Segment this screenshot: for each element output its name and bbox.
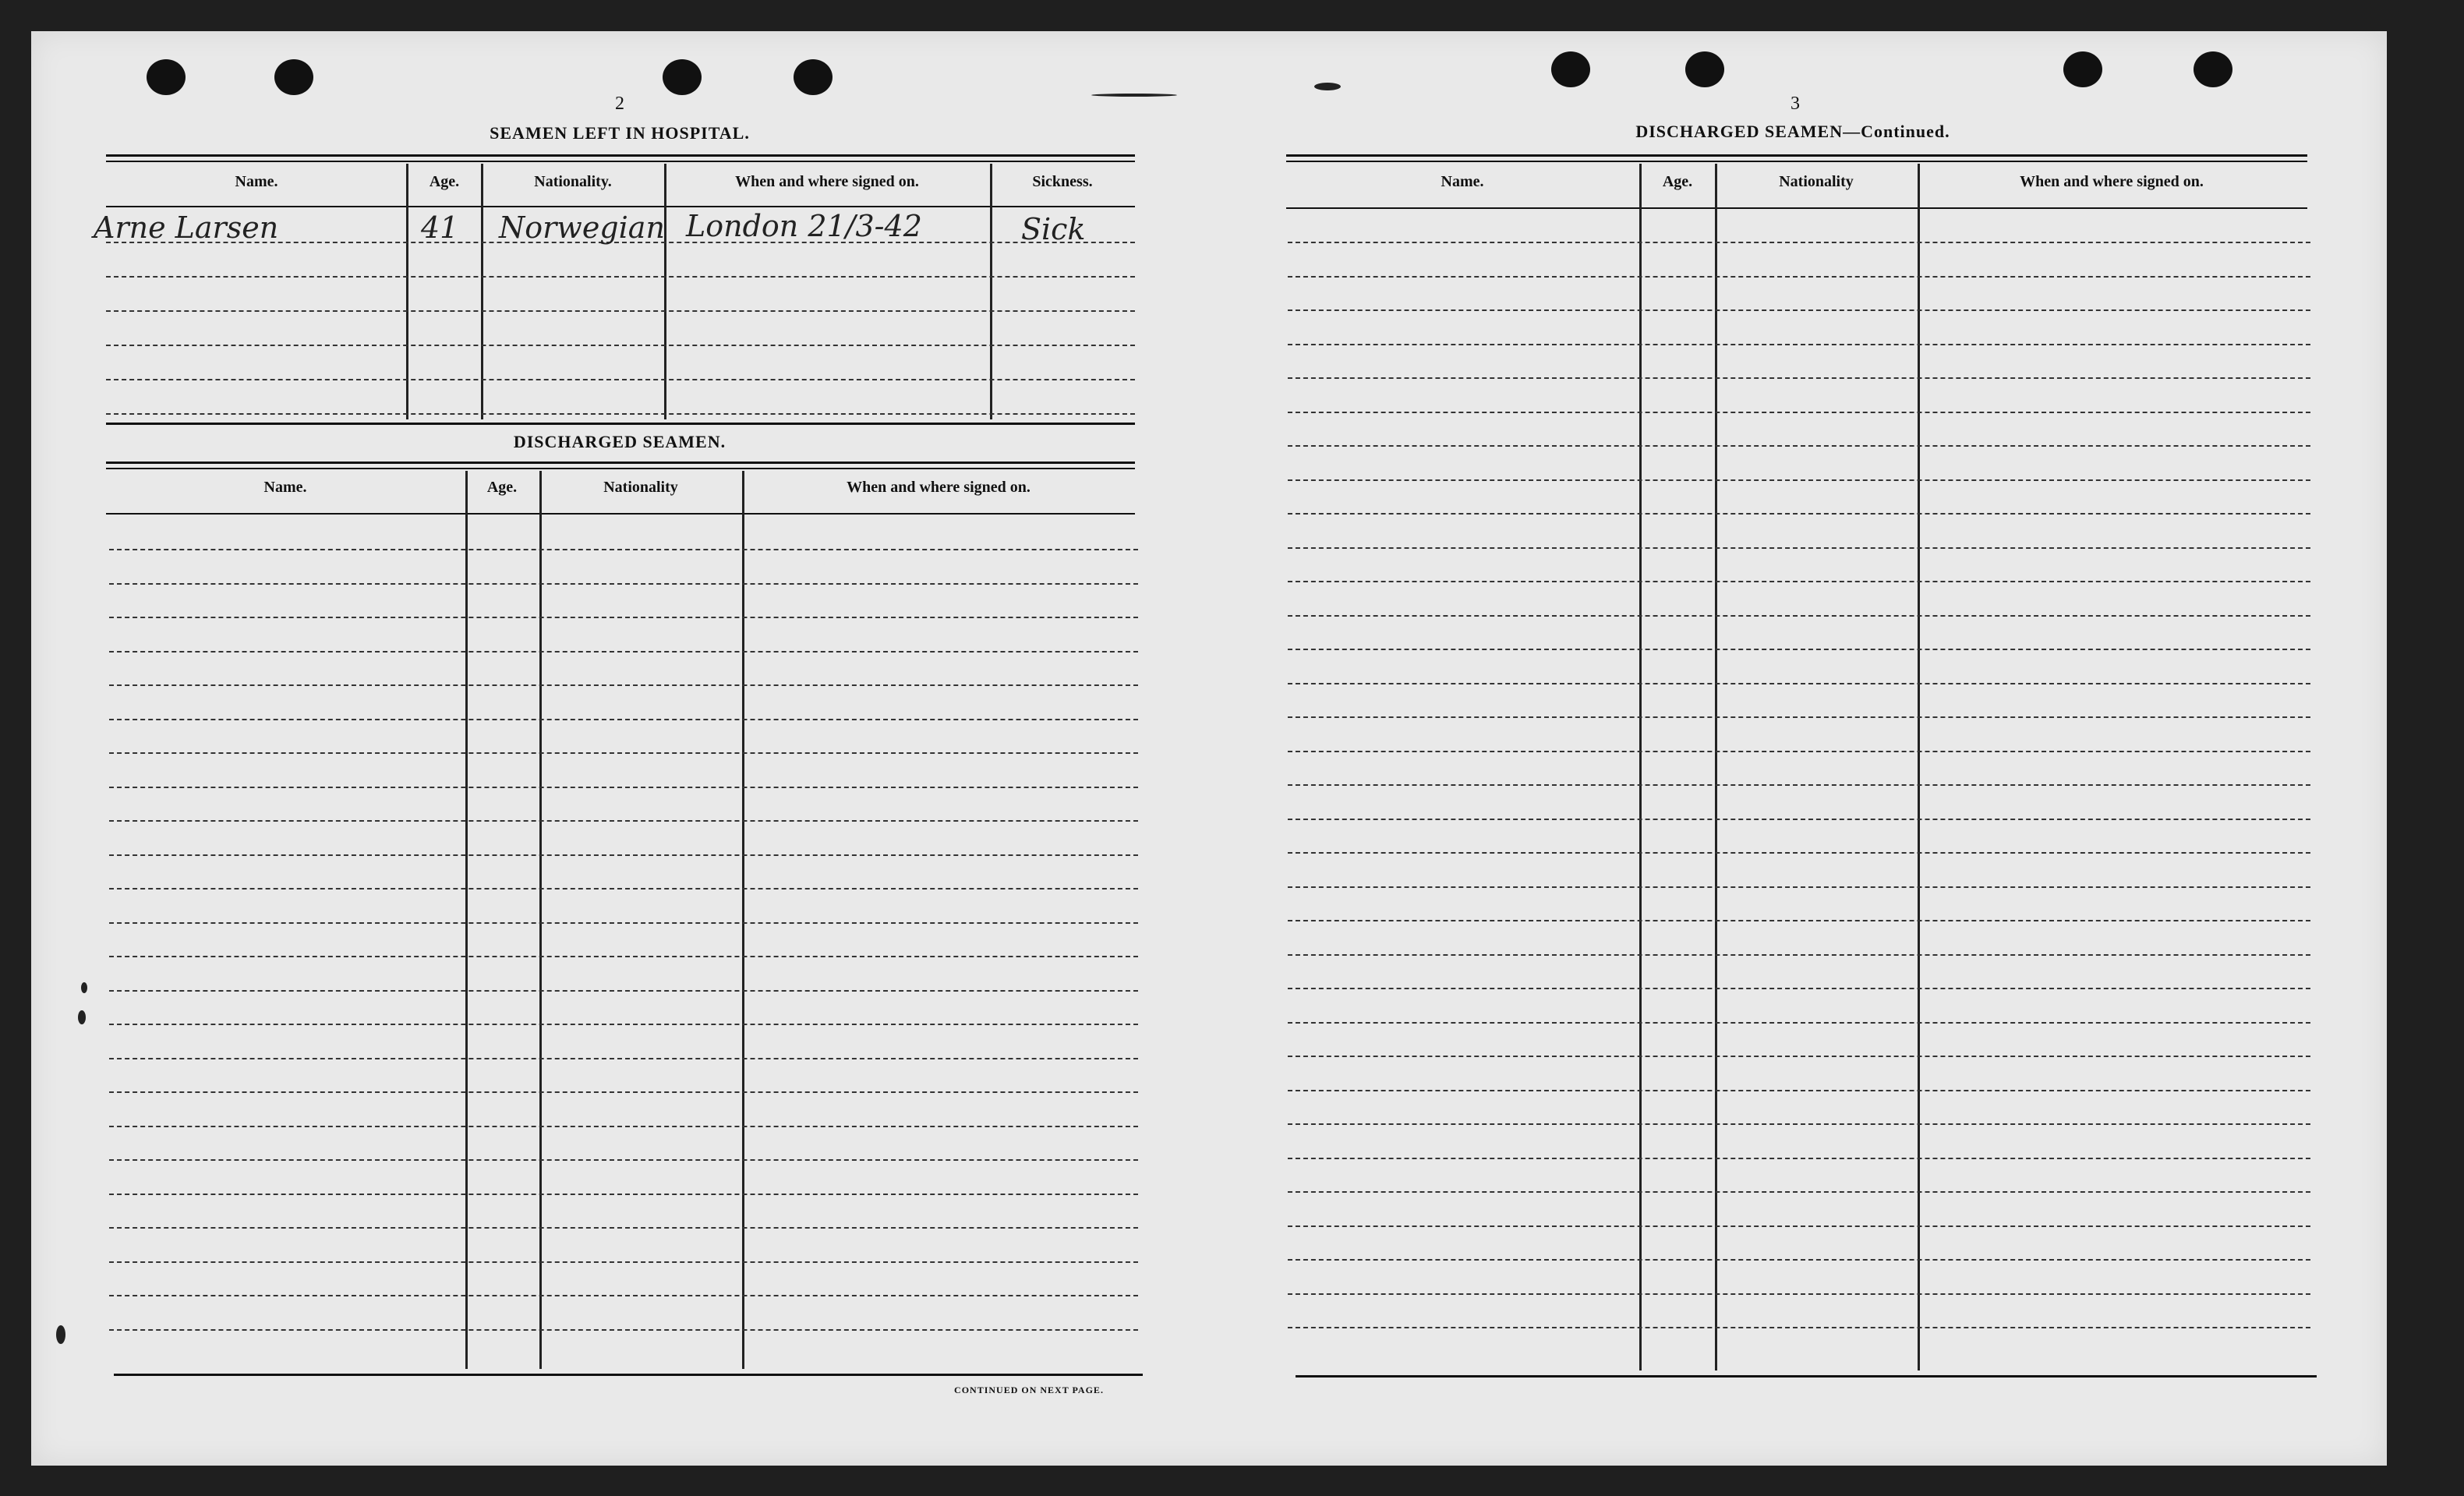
header-rule bbox=[1286, 207, 2307, 209]
entry-sickness: Sick bbox=[1021, 212, 1086, 246]
ruled-line bbox=[109, 787, 1138, 788]
ruled-line bbox=[1288, 445, 2310, 447]
col-signed-on: When and where signed on. bbox=[735, 173, 919, 190]
ink-speck bbox=[1314, 83, 1341, 90]
ruled-line bbox=[106, 276, 1135, 278]
ruled-line bbox=[1288, 412, 2310, 413]
ruled-line bbox=[109, 1329, 1138, 1331]
ruled-line bbox=[1288, 377, 2310, 379]
bottom-rule bbox=[1296, 1375, 2317, 1378]
col-age: Age. bbox=[429, 173, 460, 190]
column-divider bbox=[406, 164, 408, 419]
col-signed-on: When and where signed on. bbox=[2020, 173, 2204, 190]
header-rule bbox=[106, 206, 1135, 207]
col-age: Age. bbox=[486, 479, 518, 496]
col-signed-on: When and where signed on. bbox=[847, 479, 1030, 496]
punch-hole bbox=[147, 59, 186, 95]
ruled-line bbox=[1288, 920, 2310, 921]
header-rule bbox=[106, 513, 1135, 515]
ruled-line bbox=[109, 956, 1138, 957]
entry-signed-on: London 21/3-42 bbox=[686, 209, 922, 243]
ruled-line bbox=[109, 888, 1138, 889]
form-sheet bbox=[31, 31, 2387, 1466]
ruled-line bbox=[1288, 1191, 2310, 1193]
punch-hole bbox=[2194, 51, 2232, 87]
page-number: 2 bbox=[615, 94, 624, 114]
entry-age: 41 bbox=[421, 210, 459, 245]
column-divider bbox=[664, 164, 666, 419]
punch-hole bbox=[1551, 51, 1590, 87]
col-nationality: Nationality bbox=[1779, 173, 1854, 190]
bottom-rule bbox=[114, 1374, 1143, 1376]
ruled-line bbox=[1288, 751, 2310, 752]
ruled-line bbox=[1288, 547, 2310, 549]
ruled-line bbox=[1288, 1293, 2310, 1295]
double-rule bbox=[106, 154, 1135, 157]
entry-name: Arne Larsen bbox=[94, 210, 279, 245]
page-number: 3 bbox=[1791, 94, 1800, 114]
ruled-line bbox=[1288, 581, 2310, 582]
ruled-line bbox=[106, 345, 1135, 346]
ink-speck bbox=[56, 1325, 65, 1344]
discharged-section-title: DISCHARGED SEAMEN. bbox=[513, 432, 726, 451]
ruled-line bbox=[1288, 276, 2310, 278]
ruled-line bbox=[109, 1126, 1138, 1127]
ruled-line bbox=[1288, 1022, 2310, 1024]
ruled-line bbox=[106, 310, 1135, 312]
ruled-line bbox=[109, 617, 1138, 618]
ruled-line bbox=[109, 820, 1138, 822]
double-rule bbox=[1286, 161, 2307, 162]
column-divider bbox=[481, 164, 483, 419]
ruled-line bbox=[1288, 683, 2310, 684]
ruled-line bbox=[1288, 784, 2310, 786]
col-name: Name. bbox=[263, 479, 307, 496]
punch-hole bbox=[274, 59, 313, 95]
punch-hole bbox=[1685, 51, 1724, 87]
column-divider bbox=[465, 471, 468, 1369]
ruled-line bbox=[106, 413, 1135, 415]
column-divider bbox=[539, 471, 542, 1369]
ruled-line bbox=[1288, 716, 2310, 718]
ruled-line bbox=[109, 1227, 1138, 1229]
ruled-line bbox=[1288, 1090, 2310, 1091]
ruled-line bbox=[1288, 886, 2310, 888]
ruled-line bbox=[1288, 852, 2310, 854]
ruled-line bbox=[109, 684, 1138, 686]
ruled-line bbox=[109, 1159, 1138, 1161]
ink-speck bbox=[81, 982, 87, 993]
ruled-line bbox=[109, 990, 1138, 992]
ruled-line bbox=[109, 1194, 1138, 1195]
ruled-line bbox=[1288, 1123, 2310, 1125]
col-name: Name. bbox=[235, 173, 278, 190]
column-divider bbox=[990, 164, 992, 419]
ruled-line bbox=[109, 854, 1138, 856]
ruled-line bbox=[109, 549, 1138, 550]
ruled-line bbox=[109, 651, 1138, 653]
ruled-line bbox=[1288, 1327, 2310, 1328]
continued-note: CONTINUED ON NEXT PAGE. bbox=[954, 1385, 1104, 1395]
ruled-line bbox=[1288, 242, 2310, 243]
ruled-line bbox=[1288, 1158, 2310, 1159]
col-sickness: Sickness. bbox=[1032, 173, 1093, 190]
ruled-line bbox=[109, 1024, 1138, 1025]
col-nationality: Nationality. bbox=[534, 173, 612, 190]
ruled-line bbox=[109, 1091, 1138, 1093]
ruled-line bbox=[1288, 344, 2310, 345]
entry-nationality: Norwegian bbox=[499, 210, 665, 245]
ruled-line bbox=[109, 583, 1138, 585]
ruled-line bbox=[1288, 479, 2310, 481]
double-rule bbox=[106, 468, 1135, 469]
ruled-line bbox=[1288, 615, 2310, 617]
ruled-line bbox=[109, 1058, 1138, 1059]
ruled-line bbox=[1288, 1259, 2310, 1261]
ruled-line bbox=[1288, 819, 2310, 820]
ruled-line bbox=[1288, 1056, 2310, 1057]
discharged-continued-title: DISCHARGED SEAMEN—Continued. bbox=[1635, 122, 1950, 141]
ruled-line bbox=[1288, 649, 2310, 650]
punch-hole bbox=[794, 59, 833, 95]
ruled-line bbox=[106, 379, 1135, 380]
ruled-line bbox=[109, 922, 1138, 924]
ink-speck bbox=[1091, 94, 1177, 97]
ink-speck bbox=[78, 1010, 86, 1024]
col-nationality: Nationality bbox=[603, 479, 678, 496]
ruled-line bbox=[109, 1261, 1138, 1263]
ruled-line bbox=[109, 752, 1138, 754]
ruled-line bbox=[1288, 513, 2310, 515]
ruled-line bbox=[1288, 1225, 2310, 1227]
punch-hole bbox=[663, 59, 702, 95]
col-age: Age. bbox=[1662, 173, 1693, 190]
column-divider bbox=[742, 471, 744, 1369]
ruled-line bbox=[109, 1295, 1138, 1296]
ruled-line bbox=[1288, 309, 2310, 311]
col-name: Name. bbox=[1441, 173, 1484, 190]
ruled-line bbox=[109, 719, 1138, 720]
double-rule bbox=[1286, 154, 2307, 157]
double-rule bbox=[106, 161, 1135, 162]
punch-hole bbox=[2063, 51, 2102, 87]
double-rule bbox=[106, 462, 1135, 464]
hospital-section-title: SEAMEN LEFT IN HOSPITAL. bbox=[490, 123, 750, 143]
ruled-line bbox=[1288, 954, 2310, 956]
double-rule bbox=[106, 423, 1135, 425]
ruled-line bbox=[1288, 988, 2310, 989]
